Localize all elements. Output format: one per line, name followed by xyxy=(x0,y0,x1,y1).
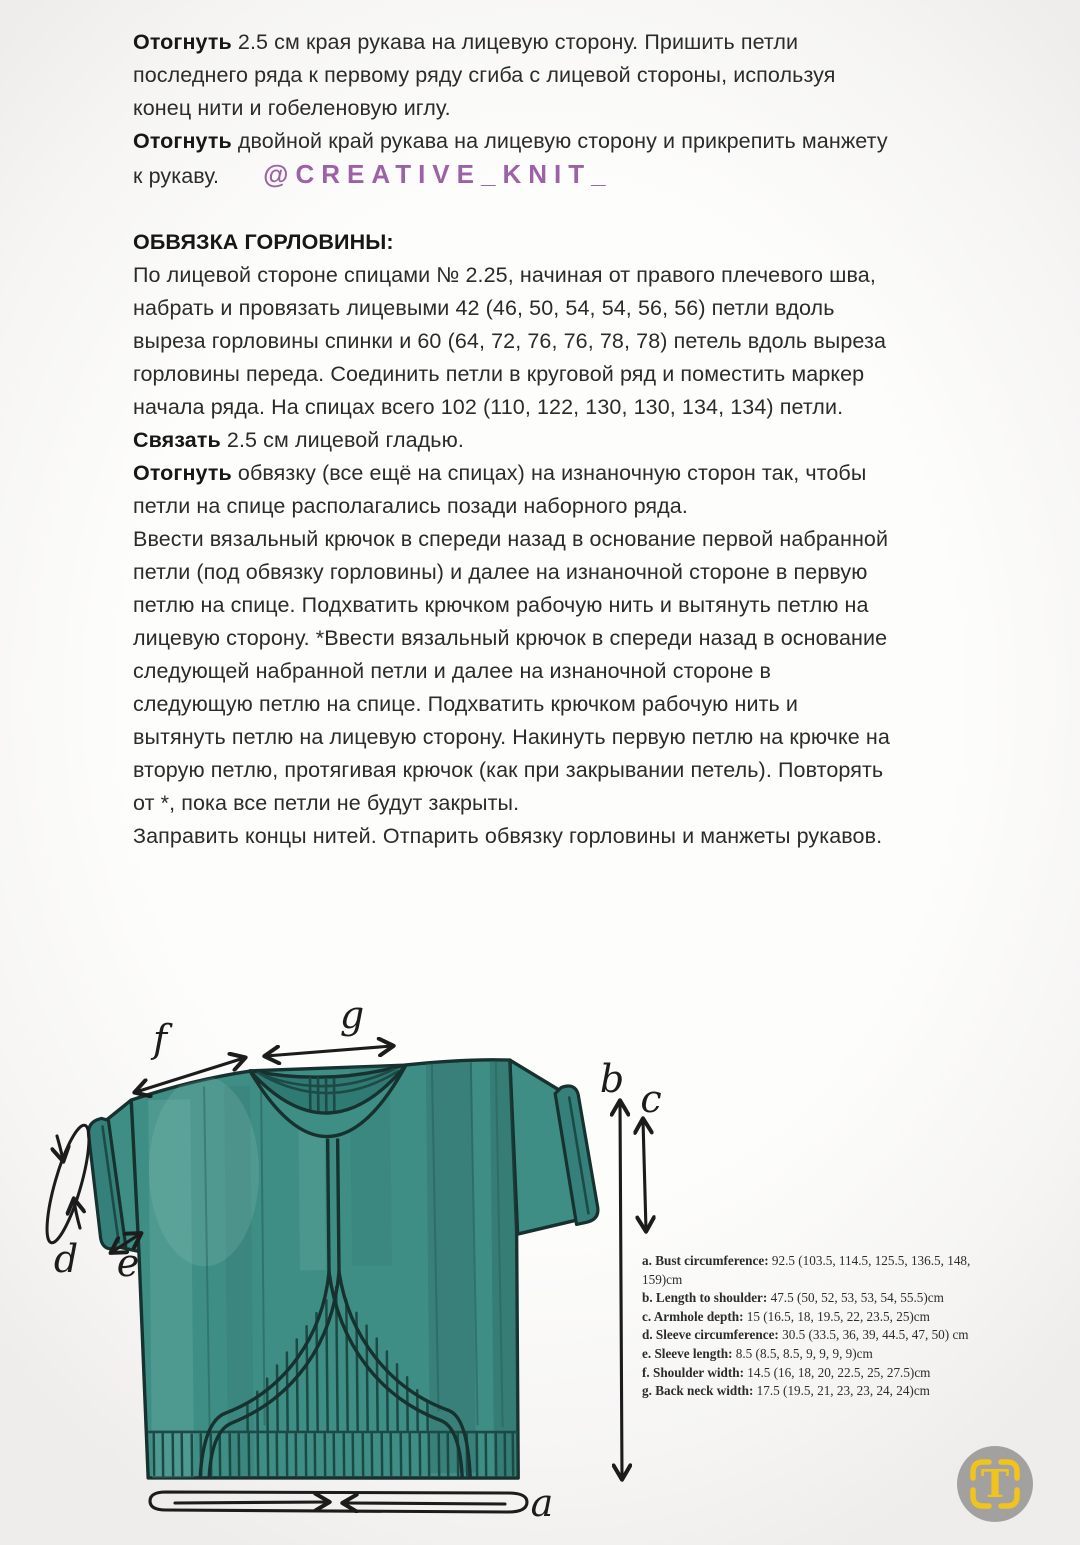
section-heading-neckband: ОБВЯЗКА ГОРЛОВИНЫ: xyxy=(133,230,394,254)
measurement-item xyxy=(642,1364,1004,1383)
measurement-value: 30.5 (33.5, 36, 39, 44.5, 47, 50) cm xyxy=(778,1327,969,1343)
measure-arrow-g xyxy=(266,1046,392,1056)
paragraph-crochet-bindoff xyxy=(133,523,895,820)
bold-lead: Отогнуть xyxy=(133,129,232,153)
measurement-value: 14.5 (16, 18, 20, 22.5, 25, 27.5)cm xyxy=(743,1364,931,1380)
measurement-value: 92.5 (103.5, 114.5, 125.5, 136.5, 148, 159)cm xyxy=(642,1253,971,1287)
garment-drawing xyxy=(88,1059,601,1483)
measure-label-d: d xyxy=(53,1237,79,1281)
bold-lead: Связать xyxy=(133,428,221,452)
measure-label-a: a xyxy=(530,1481,554,1525)
instructions-text xyxy=(133,26,895,853)
measurements-list xyxy=(642,1252,1004,1401)
paragraph-finishing xyxy=(133,820,895,853)
paragraph-cuff-1 xyxy=(133,26,895,125)
paragraph-text: 2.5 см края рукава на лицевую сторону. Пришить петли последнего ряда к первому ряду сгиба с лицевой стороны, используя конец нити и гобеленовую иглу. xyxy=(133,30,836,120)
paragraph-text: По лицевой стороне спицами № 2.25, начиная от правого плечевого шва, набрать и провязать лицевыми 42 (46, 50, 54, 54, 56, 56) петли вдоль выреза горловины спинки и 60 (64, 72, 76, 76, 78, 78) петель вдоль выреза горловины переда. Соединить петли в круговой ряд и поместить маркер начала ряда. На спицах всего 102 (110, 122, 130, 130, 134, 134) петли. xyxy=(133,263,886,419)
measurement-label: a. Bust circumference: xyxy=(642,1253,769,1268)
measure-arrow-b xyxy=(620,1102,622,1478)
measurement-value: 15 (16.5, 18, 19.5, 22, 23.5, 25)cm xyxy=(743,1308,930,1324)
paragraph-cuff-2 xyxy=(133,125,895,193)
measurement-label: g. Back neck width: xyxy=(642,1383,754,1399)
measure-label-c: c xyxy=(640,1077,662,1121)
measurement-item xyxy=(642,1345,1004,1364)
measurement-value: 17.5 (19.5, 21, 23, 23, 24, 24)cm xyxy=(753,1383,930,1399)
measurement-label: c. Armhole depth: xyxy=(642,1308,744,1324)
measurement-label: d. Sleeve circumference: xyxy=(642,1327,779,1343)
bold-lead: Отогнуть xyxy=(133,461,232,485)
measurement-item xyxy=(642,1289,1004,1308)
logo-letter: T xyxy=(980,1461,1010,1506)
paragraph-pickup xyxy=(133,259,895,424)
paragraph-text: Ввести вязальный крючок в спереди назад в основание первой набранной петли (под обвязку горловины) и далее на изнаночной стороне в первую петлю на спице. Подхватить крючком рабочую нить и вытянуть петлю на лицевую сторону. *Ввести вязальный крючок в спереди назад в основание следующей набранной петли и далее на изнаночной стороне в следующую петлю на спице. Подхватить крючком рабочую нить и вытянуть петлю на лицевую сторону. Накинуть первую петлю на крючке на вторую петлю, протягивая крючок (как при закрывании петель). Повторять от *, пока все петли не будут закрыты. xyxy=(133,527,890,815)
garment-schematic-diagram xyxy=(0,995,700,1545)
measure-loop-d xyxy=(39,1122,98,1246)
paragraph-text: обвязку (все ещё на спицах) на изнаночную сторон так, чтобы петли на спице располагались позади наборного ряда. xyxy=(133,461,867,518)
measure-label-f: f xyxy=(152,1017,168,1061)
measurement-label: f. Shoulder width: xyxy=(642,1364,744,1380)
measure-label-e: e xyxy=(116,1241,140,1285)
paragraph-text: 2.5 см лицевой гладью. xyxy=(220,428,464,452)
paragraph-fold xyxy=(133,457,895,523)
creative-knit-watermark: @CREATIVE_KNIT_ xyxy=(263,159,613,189)
measure-arrow-c xyxy=(643,1120,646,1230)
right-sleeve xyxy=(510,1059,598,1234)
text-scan-logo-button[interactable] xyxy=(953,1442,1037,1526)
paragraph-text: двойной край рукава на лицевую сторону и прикрепить манжету к рукаву. xyxy=(133,129,888,188)
measurement-item xyxy=(642,1382,1004,1401)
measurement-item xyxy=(642,1252,1004,1289)
paragraph-text: Заправить концы нитей. Отпарить обвязку горловины и манжеты рукавов. xyxy=(133,824,883,848)
measurement-value: 47.5 (50, 52, 53, 53, 54, 55.5)cm xyxy=(767,1290,944,1306)
paragraph-knit xyxy=(133,424,895,457)
measurement-item xyxy=(642,1308,1004,1327)
bold-lead: Отогнуть xyxy=(133,30,232,54)
measurement-value: 8.5 (8.5, 8.5, 9, 9, 9, 9)cm xyxy=(732,1345,873,1361)
measurement-label: e. Sleeve length: xyxy=(642,1345,733,1361)
measure-label-g: g xyxy=(339,995,365,1037)
measurement-label: b. Length to shoulder: xyxy=(642,1290,768,1306)
measurement-item xyxy=(642,1326,1004,1345)
measure-label-b: b xyxy=(599,1057,625,1101)
